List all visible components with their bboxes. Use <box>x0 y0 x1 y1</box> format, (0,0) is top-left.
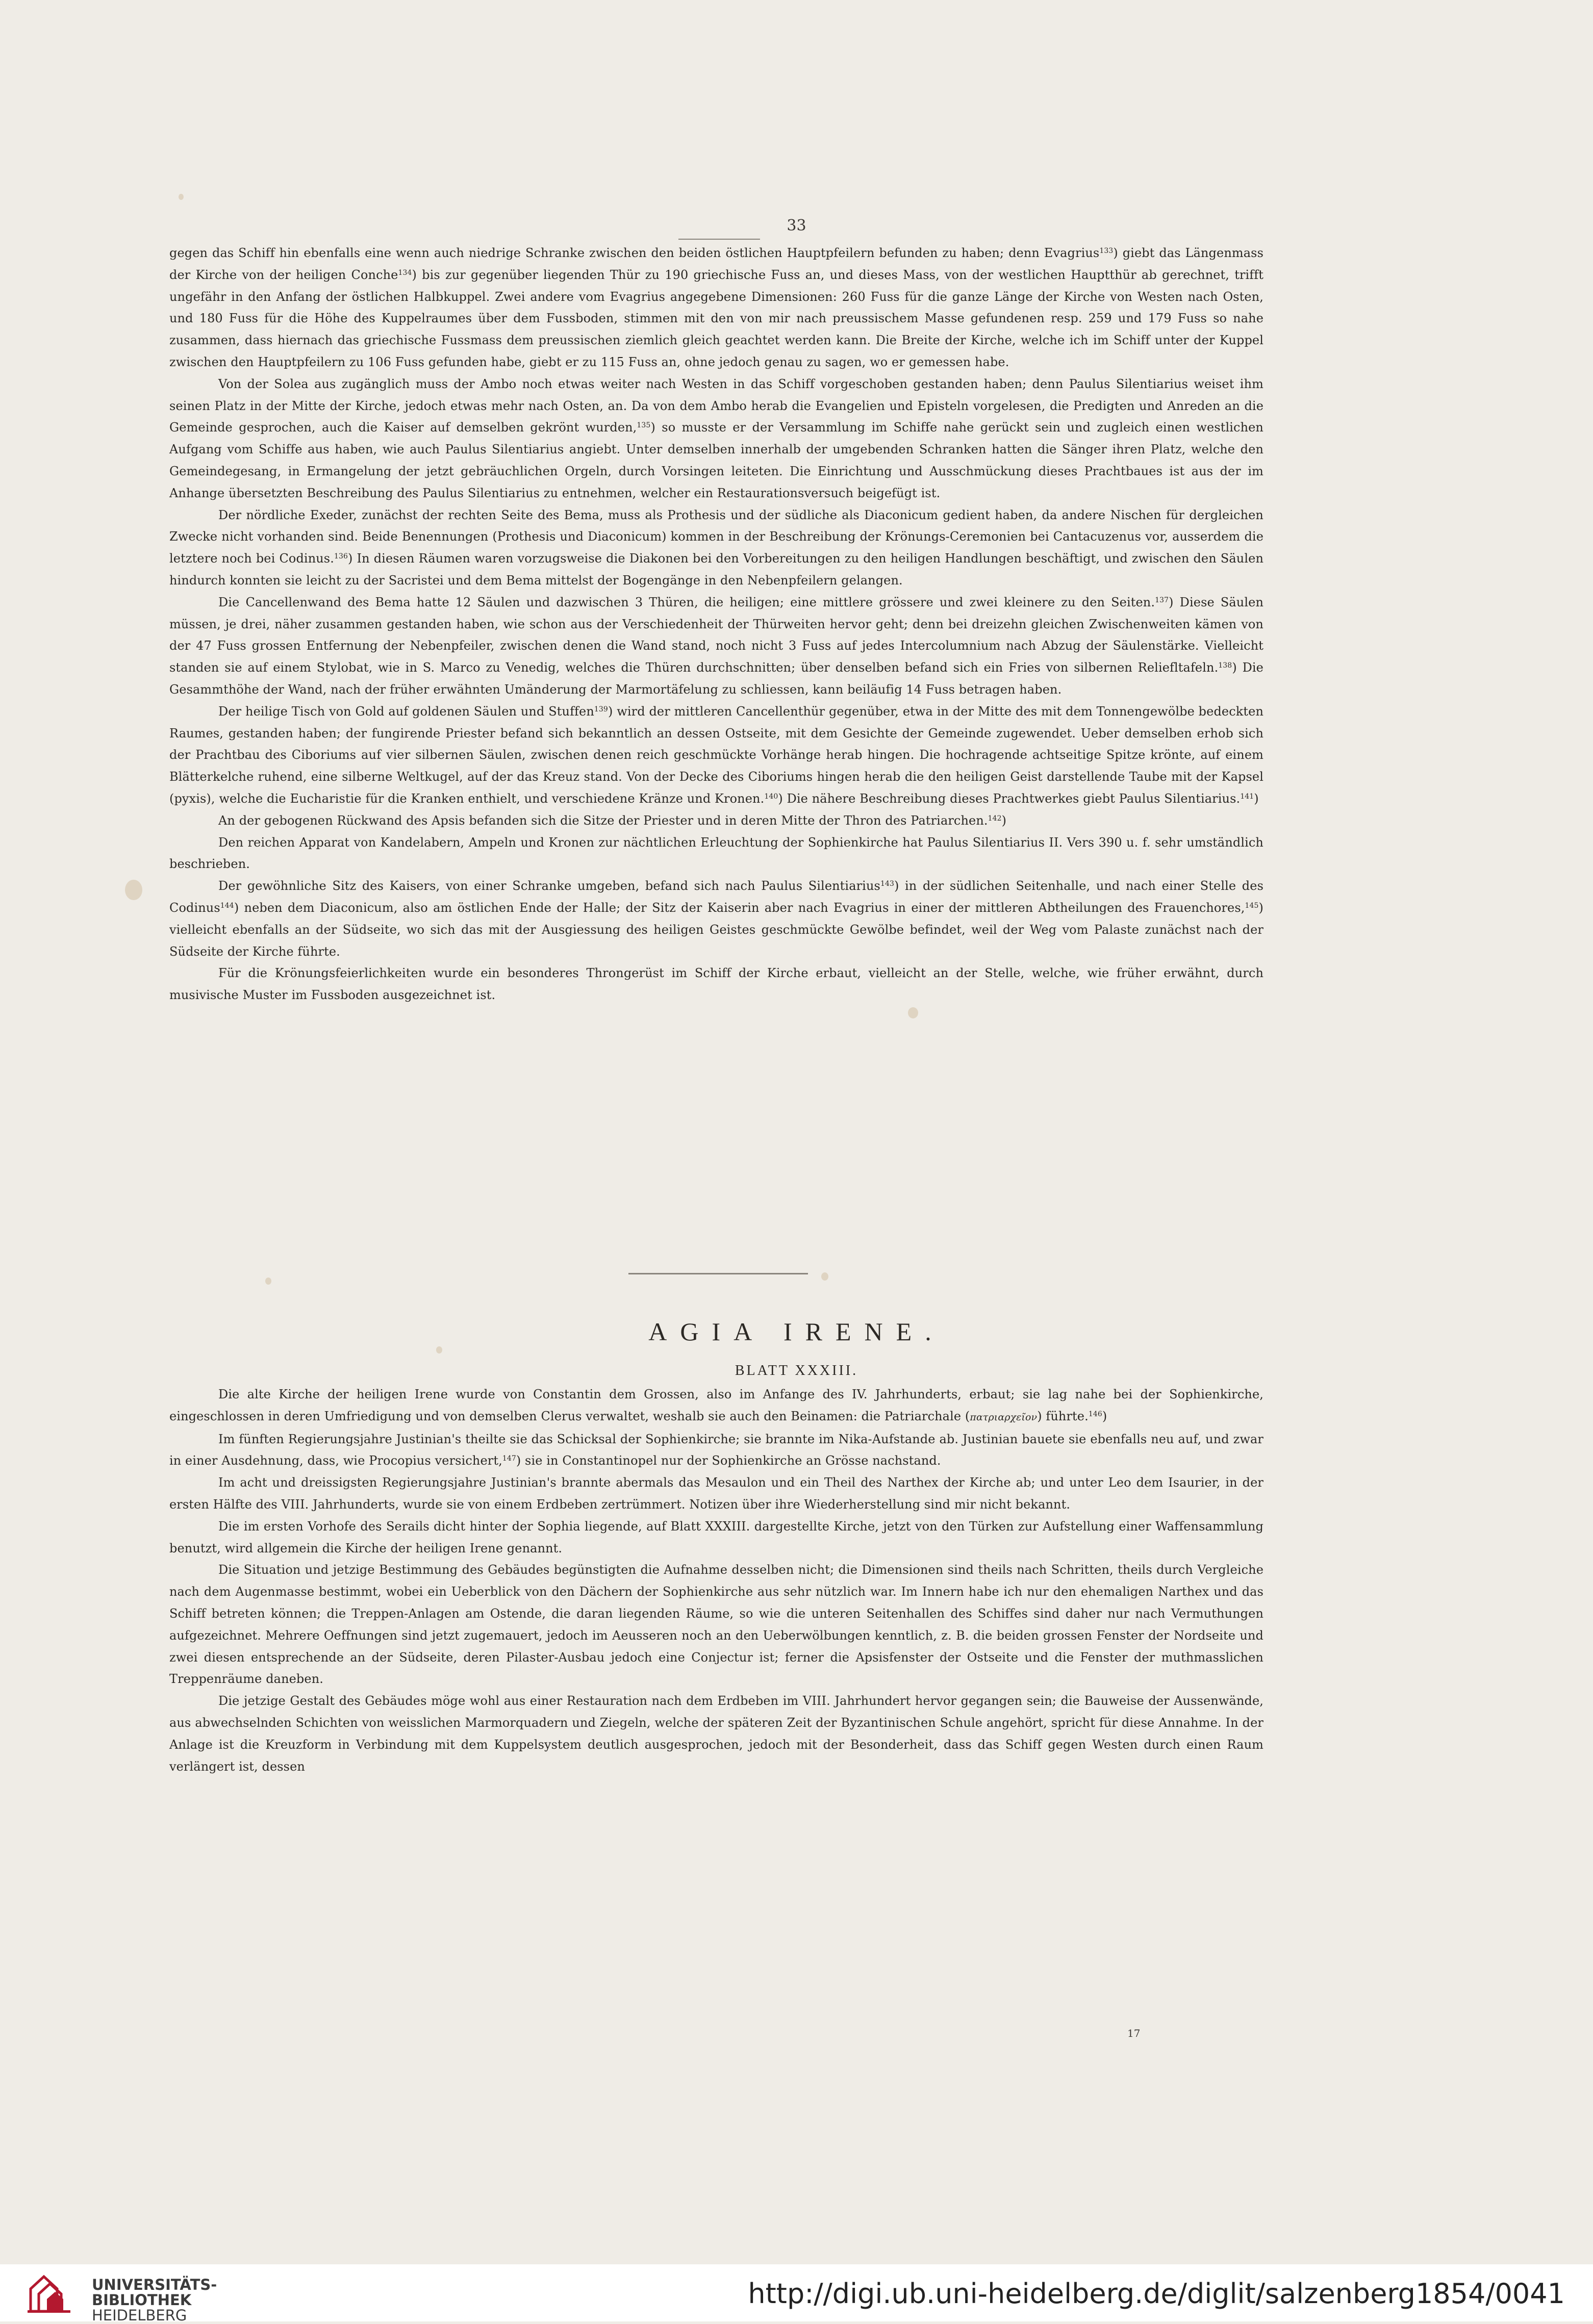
paragraph: An der gebogenen Rückwand des Apsis befanden sich die Sitze der Priester und in deren Mitte der Thron des Patriarchen.$^{142}$) <box>218 813 1007 828</box>
section-subheading: BLATT XXXIII. <box>735 1363 858 1378</box>
footnote-ref: 138 <box>1218 661 1232 670</box>
footnote-ref: 141 <box>1240 792 1254 801</box>
footnote-ref: 143 <box>880 880 894 888</box>
library-logo-text: UNIVERSITÄTS- BIBLIOTHEK HEIDELBERG <box>92 2276 217 2324</box>
paragraph: Die Situation und jetzige Bestimmung des Gebäudes begünstigten die Aufnahme desselben nicht; die Dimensionen sind theils nach Schritten, theils durch Vergleiche nach dem Augenmasse bestimmt, wobei ein Ueberblick von den Dächern der Sophienkirche aus sehr nützlich war. Im Innern habe ich nur den ehemaligen Narthex und das Schiff betreten können; die Treppen-Anlagen am Ostende, die daran liegenden Räume, so wie die unteren Seitenhallen des Schiffes sind daher nur nach Vermuthungen aufgezeichnet. Mehrere Oeffnungen sind jetzt zugemauert, jedoch im Aeusseren noch an den Ueberwölbungen kenntlich, z. B. die beiden grossen Fenster der Nordseite und zwei diesen entsprechende an der Südseite, deren Pilaster-Ausbau jedoch eine Conjectur ist; ferner die Apsisfenster der Ostseite und die Fenster der muthmasslichen Treppenräume daneben. <box>169 1563 1263 1687</box>
paper-speck <box>908 1007 918 1018</box>
paragraph: Die alte Kirche der heiligen Irene wurde von Constantin dem Grossen, also im Anfange des IV. Jahrhunderts, erbaut; sie lag nahe bei der Sophienkirche, eingeschlossen in deren Umfriedigung und von demselben Clerus verwaltet, weshalb sie auch den Beinamen: die Patriarchale (πατριαρχεῖον) führte.$^{146}$) <box>169 1387 1263 1423</box>
paragraph: Für die Krönungsfeierlichkeiten wurde ein besonderes Throngerüst im Schiff der Kirche erbaut, vielleicht an der Stelle, welche, wie früher erwähnt, durch musivische Muster im Fussboden ausgezeichnet ist. <box>169 966 1263 1003</box>
signature-mark: 17 <box>1127 2027 1141 2039</box>
paragraph: Im fünften Regierungsjahre Justinian's theilte sie das Schicksal der Sophienkirche; sie brannte im Nika-Aufstande ab. Justinian bauete sie ebenfalls neu auf, und zwar in einer Ausdehnung, dass, wie Procopius versichert,$^{147}$) sie in Constantinopel nur der Sophienkirche an Grösse nachstand. <box>169 1432 1263 1468</box>
paper-speck <box>436 1346 442 1353</box>
paragraph: Der nördliche Exeder, zunächst der rechten Seite des Bema, muss als Prothesis und der südliche als Diaconicum gedient haben, da andere Nischen für dergleichen Zwecke nicht vorhanden sind. Beide Benennungen (Prothesis und Diaconicum) kommen in der Beschreibung der Krönungs-Ceremonien bei Cantacuzenus vor, ausserdem die letztere noch bei Codinus.$^{136}$) In diesen Räumen waren vorzugsweise die Diakonen bei den Vorbereitungen zu den heiligen Handlungen beschäftigt, und zwischen den Säulen hindurch konnten sie leicht zu der Sacristei und dem Bema mittelst der Bogengänge in den Nebenpfeilern gelangen. <box>169 507 1263 588</box>
footnote-ref: 136 <box>334 552 348 561</box>
footnote-ref: 133 <box>1099 247 1114 255</box>
section-irene-text <box>169 1384 1263 1777</box>
paper-speck <box>265 1278 271 1285</box>
footnote-ref: 144 <box>220 901 234 910</box>
footnote-ref: 145 <box>1245 901 1259 910</box>
source-url[interactable]: http://digi.ub.uni-heidelberg.de/diglit/salzenberg1854/0041 <box>748 2278 1565 2310</box>
footnote-ref: 147 <box>502 1454 516 1463</box>
paragraph: Die jetzige Gestalt des Gebäudes möge wohl aus einer Restauration nach dem Erdbeben im VIII. Jahrhundert hervor gegangen sein; die Bauweise der Aussenwände, aus abwechselnden Schichten von weisslichen Marmorquadern und Ziegeln, welche der späteren Zeit der Byzantinischen Schule angehört, spricht für diese Annahme. In der Anlage ist die Kreuzform in Verbindung mit dem Kuppelsystem deutlich ausgesprochen, jedoch mit der Besonderheit, dass das Schiff gegen Westen durch einen Raum verlängert ist, dessen <box>169 1694 1263 1774</box>
footnote-ref: 146 <box>1088 1410 1102 1418</box>
paragraph: Die im ersten Vorhofe des Serails dicht hinter der Sophia liegende, auf Blatt XXXIII. dargestellte Kirche, jetzt von den Türken zur Aufstellung einer Waffensammlung benutzt, wird allgemein die Kirche der heiligen Irene genannt. <box>169 1519 1263 1555</box>
paper-speck <box>125 880 142 900</box>
paragraph: gegen das Schiff hin ebenfalls eine wenn auch niedrige Schranke zwischen den beiden östlichen Hauptpfeilern befunden zu haben; denn Evagrius$^{133}$) giebt das Längenmass der Kirche von der heiligen Conche$^{134}$) bis zur gegenüber liegenden Thür zu 190 griechische Fuss an, und dieses Mass, von der westlichen Hauptthür ab gerechnet, trifft ungefähr in den Anfang der östlichen Halbkuppel. Zwei andere vom Evagrius angegebene Dimensionen: 260 Fuss für die ganze Länge der Kirche von Westen nach Osten, und 180 Fuss für die Höhe des Kuppelraumes über dem Fussboden, stimmen mit den von mir nach preussischem Masse gefundenen resp. 259 und 179 Fuss so nahe zusammen, dass hiernach das griechische Fussmass dem preussischen ziemlich gleich geachtet werden kann. Die Breite der Kirche, welche ich im Schiff unter der Kuppel zwischen den Hauptpfeilern zu 106 Fuss gefunden habe, giebt er zu 115 Fuss an, ohne jedoch genau zu sagen, wo er gemessen habe. <box>169 246 1263 369</box>
paragraph: Der heilige Tisch von Gold auf goldenen Säulen und Stuffen$^{139}$) wird der mittleren Cancellenthür gegenüber, etwa in der Mitte des mit dem Tonnengewölbe bedeckten Raumes, gestanden haben; der fungirende Priester befand sich bekanntlich an dessen Ostseite, mit dem Gesichte der Gemeinde zugewendet. Ueber demselben erhob sich der Prachtbau des Ciboriums auf vier silbernen Säulen, zwischen denen reich geschmückte Vorhänge herab hingen. Die hochragende achtseitige Spitze krönte, auf einem Blätterkelche ruhend, eine silberne Weltkugel, auf der das Kreuz stand. Von der Decke des Ciboriums hingen herab die den heiligen Geist darstellende Taube mit der Kapsel (pyxis), welche die Eucharistie für die Kranken enthielt, und verschiedene Kränze und Kronen.$^{140}$) Die nähere Beschreibung dieses Prachtwerkes giebt Paulus Silentiarius.$^{141}$) <box>169 704 1263 806</box>
section-sophia-text <box>169 242 1263 1006</box>
paragraph: Im acht und dreissigsten Regierungsjahre Justinian's brannte abermals das Mesaulon und ein Theil des Narthex der Kirche ab; und unter Leo dem Isaurier, in der ersten Hälfte des VIII. Jahrhunderts, wurde sie von einem Erdbeben zertrümmert. Notizen über ihre Wiederherstellung sind mir nicht bekannt. <box>169 1475 1263 1512</box>
paper-speck <box>179 194 184 200</box>
page-number-rule <box>678 239 760 240</box>
footnote-ref: 142 <box>988 814 1002 823</box>
section-divider <box>628 1273 808 1274</box>
footnote-ref: 134 <box>398 268 412 277</box>
paragraph: Die Cancellenwand des Bema hatte 12 Säulen und dazwischen 3 Thüren, die heiligen; eine mittlere grössere und zwei kleinere zu den Seiten.$^{137}$) Diese Säulen müssen, je drei, näher zusammen gestanden haben, wie schon aus der Verschiedenheit der Thürweiten hervor geht; denn bei dreizehn gleichen Zwischenweiten kämen von der 47 Fuss grossen Entfernung der Nebenpfeiler, zwischen denen die Wand stand, noch nicht 3 Fuss auf jedes Intercolumnium nach Abzug der Säulenstärke. Vielleicht standen sie auf einem Stylobat, wie in S. Marco zu Venedig, welches die Thüren durchschnitten; über denselben befand sich ein Fries von silbernen Reliefltafeln.$^{138}$) Die Gesammthöhe der Wand, nach der früher erwähnten Umänderung der Marmortäfelung zu schliessen, kann beiläufig 14 Fuss betragen haben. <box>169 595 1263 697</box>
library-logo-icon <box>23 2270 86 2317</box>
section-heading: AGIA IRENE. <box>648 1317 945 1346</box>
footnote-ref: 137 <box>1155 596 1169 604</box>
page-number: 33 <box>787 217 806 235</box>
paper-speck <box>821 1272 828 1281</box>
footnote-ref: 135 <box>637 421 651 430</box>
paragraph: Der gewöhnliche Sitz des Kaisers, von einer Schranke umgeben, befand sich nach Paulus Silentiarius$^{143}$) in der südlichen Seitenhalle, und nach einer Stelle des Codinus$^{144}$) neben dem Diaconicum, also am östlichen Ende der Halle; der Sitz der Kaiserin aber nach Evagrius in einer der mittleren Abtheilungen des Frauenchores,$^{145}$) vielleicht ebenfalls an der Südseite, wo sich das mit der Ausgiessung des heiligen Geistes geschmückte Gewölbe befindet, weil der Weg vom Palaste zunächst nach der Südseite der Kirche führte. <box>169 879 1263 959</box>
greek-term: πατριαρχεῖον <box>970 1411 1038 1423</box>
footnote-ref: 139 <box>594 705 608 713</box>
paragraph: Von der Solea aus zugänglich muss der Ambo noch etwas weiter nach Westen in das Schiff vorgeschoben gestanden haben; denn Paulus Silentiarius weiset ihm seinen Platz in der Mitte der Kirche, jedoch etwas mehr nach Osten, an. Da von dem Ambo herab die Evangelien und Episteln vorgelesen, die Predigten und Anreden an die Gemeinde gesprochen, auch die Kaiser auf demselben gekrönt wurden,$^{135}$) so musste er der Versammlung im Schiffe nahe gerückt sein und zugleich einen westlichen Aufgang vom Schiffe aus haben, wie auch Paulus Silentiarius angiebt. Unter demselben innerhalb der umgebenden Schranken hatten die Sänger ihren Platz, welche den Gemeindegesang, in Ermangelung der jetzt gebräuchlichen Orgeln, durch Vorsingen leiteten. Die Einrichtung und Ausschmückung dieses Prachtbaues ist aus der im Anhange übersetzten Beschreibung des Paulus Silentiarius zu entnehmen, welcher ein Restaurationsversuch beigefügt ist. <box>169 376 1263 500</box>
paragraph: Den reichen Apparat von Kandelabern, Ampeln und Kronen zur nächtlichen Erleuchtung der Sophienkirche hat Paulus Silentiarius II. Vers 390 u. f. sehr umständlich beschrieben. <box>169 835 1263 872</box>
footnote-ref: 140 <box>764 792 778 801</box>
